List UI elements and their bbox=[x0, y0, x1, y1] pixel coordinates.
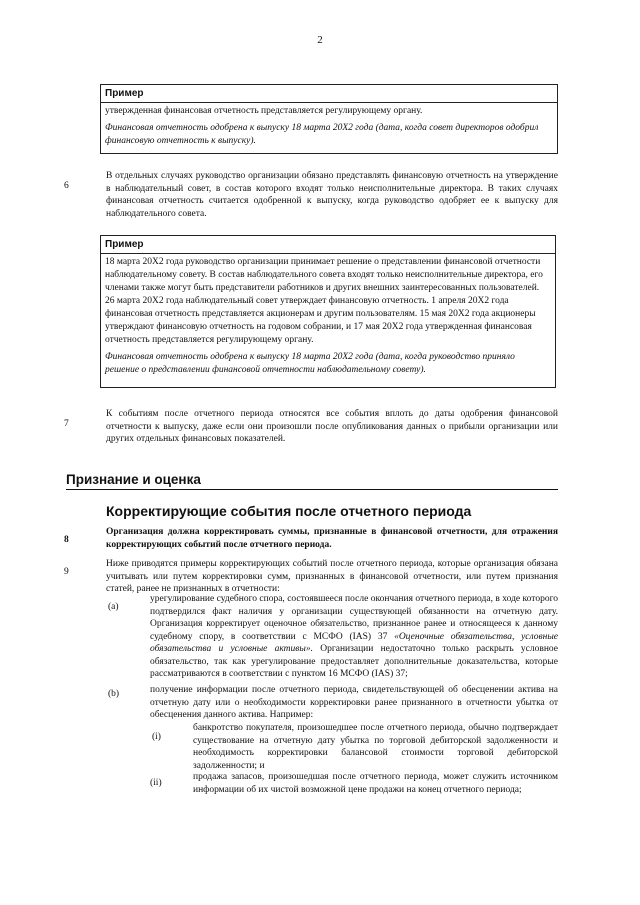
paragraph-8-text: Организация должна корректировать суммы, признанные в финансовой отчетности, для отражения корректирующих событий после отчетного периода. bbox=[106, 527, 558, 550]
item-b-i-text: банкротство покупателя, произошедшее после отчетного периода, обычно подтверждает существование на отчетную дату убытка по торговой дебиторской задолженности и необходимость корректировки балансовой стоимости торговой дебиторской задолженности; и bbox=[193, 723, 558, 771]
item-a-text-end: Организации недостаточно только раскрыть условное обязательство, так как урегулирование предоставляет дополнительные доказательства, которые рассматриваются в соответствии с пунктом 16 МСФО (IAS) 37; bbox=[150, 644, 558, 679]
example-box-2-text: 18 марта 20Х2 года руководство организации принимает решение о представлении финансовой отчетности наблюдательному совету. В состав наблюдательного совета входят только неисполнительные директора, его членами также могут быть представители работников и других внешних заинтересованных пользователей. 26 марта 20Х2 года наблюдательный совет утверждает финансовую отчетность. 1 апреля 20Х2 года финансовая отчетность представляется акционерам и другим пользователям. 15 мая 20Х2 года акционеры утверждают финансовую отчетность на годовом собрании, и 17 мая 20Х2 года утвержденная финансовая отчетность представляется регулирующему органу. bbox=[105, 257, 543, 345]
example-box-2-note: Финансовая отчетность одобрена к выпуску 18 марта 20Х2 года (дата, когда руководство приняло решение о представлении финансовой отчетности наблюдательному совету). bbox=[105, 352, 515, 375]
item-a-text-start: урегулирование судебного спора, состоявшееся после окончания отчетного периода, в ходе которого подтвердился факт наличия у организации существующей обязанности на отчетную дату. Организация корректирует оценочное обязательство, признанное ранее и относящееся к данному судебному спору, в соответствии с МСФО (IAS) 37 bbox=[150, 594, 558, 642]
paragraph-6-number: 6 bbox=[64, 181, 69, 191]
paragraph-7-number: 7 bbox=[64, 419, 69, 429]
example-box-1 bbox=[100, 84, 558, 154]
subsection-heading: Корректирующие события после отчетного периода bbox=[106, 503, 472, 519]
item-a-text-italic: «Оценочные обязательства, условные обязательства и условные активы». bbox=[150, 631, 558, 654]
item-b-ii-text: продажа запасов, произошедшая после отчетного периода, может служить источником информации об их чистой возможной цене продажи на конец отчетного периода; bbox=[193, 772, 558, 795]
example-box-1-note: Финансовая отчетность одобрена к выпуску 18 марта 20Х2 года (дата, когда совет директоров одобрил финансовую отчетность к выпуску). bbox=[105, 123, 539, 146]
paragraph-7-text: К событиям после отчетного периода относятся все события вплоть до даты одобрения финансовой отчетности к выпуску, даже если они произошли после опубликования данных о прибыли организации или других отдельных финансовых показателей. bbox=[106, 409, 558, 444]
item-a-text bbox=[150, 593, 558, 681]
item-b-label: (b) bbox=[108, 689, 120, 699]
example-box-1-heading: Пример bbox=[101, 85, 557, 103]
item-a-label: (a) bbox=[108, 602, 119, 612]
paragraph-8-number: 8 bbox=[64, 535, 69, 545]
section-heading: Признание и оценка bbox=[66, 472, 201, 487]
section-heading-rule bbox=[66, 489, 558, 490]
item-b-ii-label: (ii) bbox=[150, 778, 162, 788]
item-b-i-label: (i) bbox=[152, 732, 161, 742]
paragraph-9-number: 9 bbox=[64, 567, 69, 577]
page-number: 2 bbox=[317, 34, 323, 46]
example-box-2 bbox=[100, 235, 556, 388]
paragraph-9-text: Ниже приводятся примеры корректирующих событий после отчетного периода, которые организация обязана учитывать или путем корректировки сумм, признанных в финансовой отчетности, или путем признания статей, ранее не признанных в отчетности: bbox=[106, 559, 558, 594]
example-box-1-text: утвержденная финансовая отчетность представляется регулирующему органу. bbox=[105, 106, 423, 116]
example-box-2-heading: Пример bbox=[101, 236, 555, 254]
paragraph-6-text: В отдельных случаях руководство организации обязано представлять финансовую отчетность на утверждение в наблюдательный совет, в состав которого входят только неисполнительные директора. В таких случаях финансовая отчетность считается одобренной к выпуску, когда руководство одобряет ее к выпуску для наблюдательного совета. bbox=[106, 171, 558, 219]
item-b-text: получение информации после отчетного периода, свидетельствующей об обесценении актива на отчетную дату или о необходимости корректировки ранее признанного в отчетности убытка от обесценения данного актива. Например: bbox=[150, 685, 558, 720]
